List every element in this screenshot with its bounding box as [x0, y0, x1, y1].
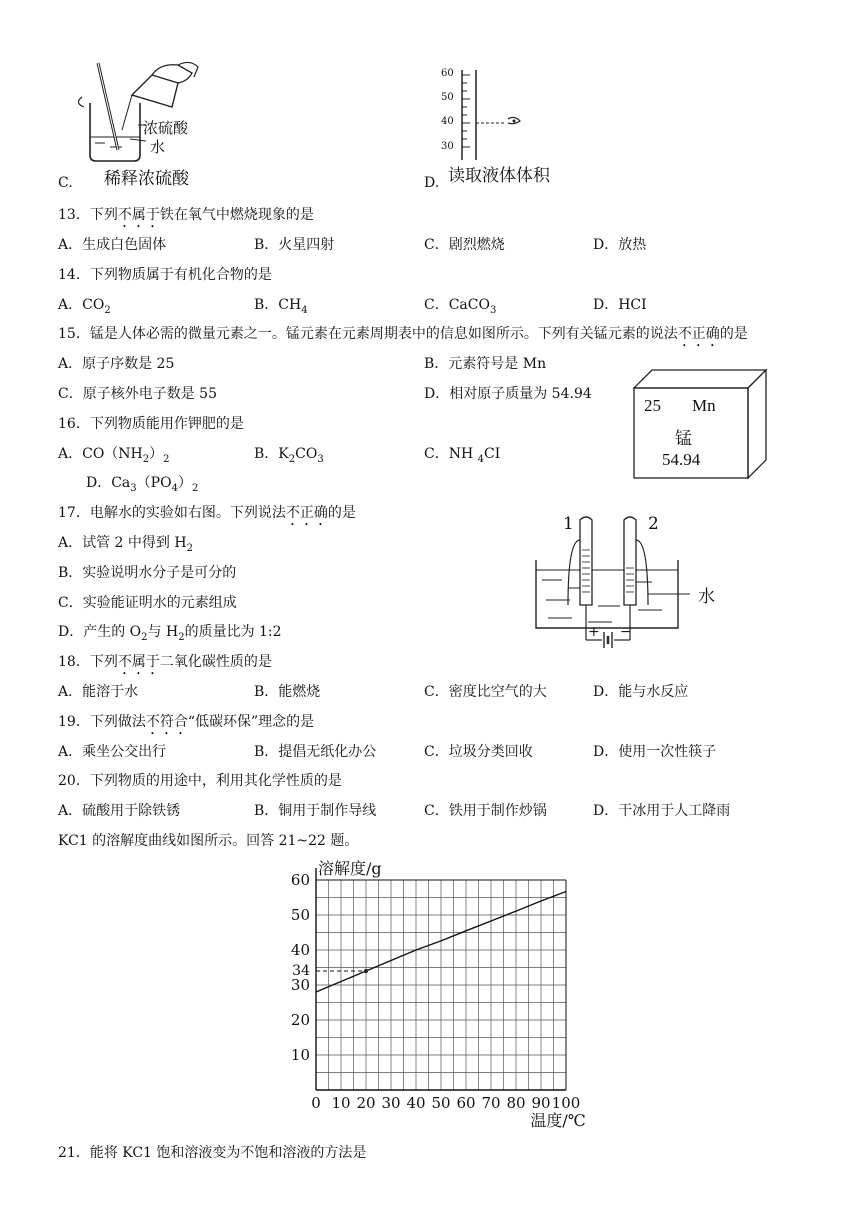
data-point — [465, 930, 466, 931]
electrolysis-figure — [528, 510, 728, 660]
x-axis-label: 温度/℃ — [530, 1111, 586, 1130]
q19-option-b: B．提倡无纸化办公 — [254, 744, 377, 760]
tube-2-label: 2 — [648, 514, 659, 534]
cylinder-tick-40: 40 — [441, 116, 454, 127]
q14-option-a: A．$CO_2$ — [58, 297, 111, 316]
chart-grid — [316, 868, 566, 1090]
question-16-stem: 16．下列物质能用作钾肥的是 — [58, 416, 244, 432]
x-tick-label: 80 — [506, 1094, 526, 1112]
q16-option-c: C．NH $_4$CI — [424, 446, 501, 465]
q17-option-d: D．产生的 $O_2$与 $H_2$的质量比为 1:2 — [58, 624, 282, 643]
x-tick-label: 0 — [311, 1094, 321, 1112]
figure-c-label-water: 水 — [150, 138, 166, 156]
q17-option-c: C．实验能证明水的元素组成 — [58, 595, 237, 611]
tube-1-label: 1 — [563, 514, 574, 534]
element-symbol: Mn — [692, 396, 716, 415]
question-17-stem: 17．电解水的实验如右图。下列说法不正确的是 — [58, 505, 356, 521]
q18-option-b: B．能燃烧 — [254, 684, 321, 700]
q20-option-a: A．硫酸用于除铁锈 — [58, 803, 181, 819]
q15-option-a: A．原子序数是 25 — [58, 356, 175, 372]
q14-option-c: C．CaCO$_3$ — [424, 297, 497, 316]
data-point — [365, 970, 366, 971]
x-tick-label: 20 — [356, 1094, 376, 1112]
cylinder-tick-50: 50 — [441, 92, 454, 103]
q15-option-d: D．相对原子质量为 54.94 — [424, 386, 592, 402]
kcl-intro: KC1 的溶解度曲线如图所示。回答 21~22 题。 — [58, 833, 359, 849]
element-box-mn — [632, 368, 768, 480]
x-tick-label: 100 — [551, 1094, 581, 1112]
y-tick-label: 50 — [290, 906, 310, 924]
question-21-stem: 21．能将 KC1 饱和溶液变为不饱和溶液的方法是 — [58, 1145, 367, 1161]
q18-option-a: A．能溶于水 — [58, 684, 139, 700]
q14-option-b: B．$CH_4$ — [254, 297, 308, 316]
element-name: 锰 — [675, 429, 692, 449]
option-d-label: D. — [424, 175, 440, 191]
cylinder-tick-30: 30 — [441, 141, 454, 152]
question-20-stem: 20．下列物质的用途中，利用其化学性质的是 — [58, 773, 342, 789]
y-tick-label: 40 — [290, 941, 310, 959]
minus-terminal-label: − — [620, 624, 632, 640]
figure-d-cylinder — [440, 65, 540, 165]
q19-option-c: C．垃圾分类回收 — [424, 744, 533, 760]
option-c-label: C. — [58, 175, 73, 191]
y-tick-label: 30 — [290, 976, 310, 994]
emphasis-text: 不属于 — [117, 207, 160, 223]
water-label: 水 — [698, 587, 715, 607]
q15-option-c: C．原子核外电子数是 55 — [58, 386, 217, 402]
q13-option-d: D．放热 — [593, 237, 647, 253]
question-14-stem: 14．下列物质属于有机化合物的是 — [58, 267, 272, 283]
plus-terminal-label: + — [588, 624, 600, 640]
data-point — [490, 920, 491, 921]
q18-option-c: C．密度比空气的大 — [424, 684, 547, 700]
figure-c-caption: 稀释浓硫酸 — [104, 169, 189, 189]
q13-option-a: A．生成白色固体 — [58, 237, 167, 253]
data-point — [515, 911, 516, 912]
data-point — [415, 949, 416, 950]
emphasis-text: 不正确 — [285, 505, 328, 521]
q16-option-a: A．$CO(NH_2)_2$ — [58, 446, 170, 465]
x-tick-label: 70 — [481, 1094, 501, 1112]
data-point — [390, 960, 391, 961]
x-tick-label: 40 — [406, 1094, 426, 1112]
data-point — [315, 991, 316, 992]
q15-option-b: B．元素符号是 Mn — [424, 356, 547, 372]
data-point — [565, 891, 566, 892]
q20-option-d: D．干冰用于人工降雨 — [593, 803, 731, 819]
x-tick-label: 50 — [431, 1094, 451, 1112]
element-atomic-number: 25 — [644, 396, 661, 415]
emphasis-text: 不符合 — [145, 714, 188, 730]
question-18-stem: 18．下列不属于二氧化碳性质的是 — [58, 654, 272, 670]
figure-d-caption: 读取液体体积 — [448, 166, 550, 186]
q16-option-d: D．$Ca_3(PO_4)_2$ — [86, 475, 199, 494]
q19-option-d: D．使用一次性筷子 — [593, 744, 717, 760]
q16-option-b: B．$K_2CO_3$ — [254, 446, 324, 465]
chart-marks — [291, 859, 586, 1130]
cylinder-tick-60: 60 — [441, 68, 454, 79]
data-point — [440, 940, 441, 941]
y-tick-label: 20 — [290, 1011, 310, 1029]
x-tick-label: 10 — [331, 1094, 351, 1112]
q13-option-b: B．火星四射 — [254, 237, 335, 253]
question-19-stem: 19．下列做法不符合“低碳环保”理念的是 — [58, 714, 315, 730]
element-atomic-mass: 54.94 — [662, 450, 701, 469]
data-point — [340, 981, 341, 982]
figure-c-label-acid: 浓硫酸 — [143, 119, 189, 137]
y-tick-label: 10 — [290, 1046, 310, 1064]
y-axis-label: 溶解度/g — [318, 859, 382, 878]
q17-option-a: A．试管 2 中得到 $H_2$ — [58, 535, 193, 554]
q20-option-b: B．铜用于制作导线 — [254, 803, 377, 819]
x-tick-label: 90 — [531, 1094, 551, 1112]
annotation-point — [364, 969, 368, 973]
q19-option-a: A．乘坐公交出行 — [58, 744, 167, 760]
annotation-label: 34 — [292, 963, 310, 979]
solubility-curve — [316, 892, 566, 993]
q14-option-d: D．HCI — [593, 297, 647, 313]
graduated-cylinder-illustration — [440, 65, 540, 165]
emphasis-text: 不正确 — [677, 326, 720, 342]
x-tick-label: 60 — [456, 1094, 476, 1112]
x-tick-label: 30 — [381, 1094, 401, 1112]
question-13-stem: 13．下列不属于铁在氧气中燃烧现象的是 — [58, 207, 314, 223]
data-point — [540, 900, 541, 901]
q17-option-b: B．实验说明水分子是可分的 — [58, 565, 237, 581]
q13-option-c: C．剧烈燃烧 — [424, 237, 505, 253]
question-15-stem: 15．锰是人体必需的微量元素之一。锰元素在元素周期表中的信息如图所示。下列有关锰元素的说法不正确的是 — [58, 326, 748, 342]
y-tick-label: 60 — [290, 871, 310, 889]
emphasis-text: 不属于 — [117, 654, 160, 670]
q20-option-c: C．铁用于制作炒锅 — [424, 803, 547, 819]
q18-option-d: D．能与水反应 — [593, 684, 689, 700]
